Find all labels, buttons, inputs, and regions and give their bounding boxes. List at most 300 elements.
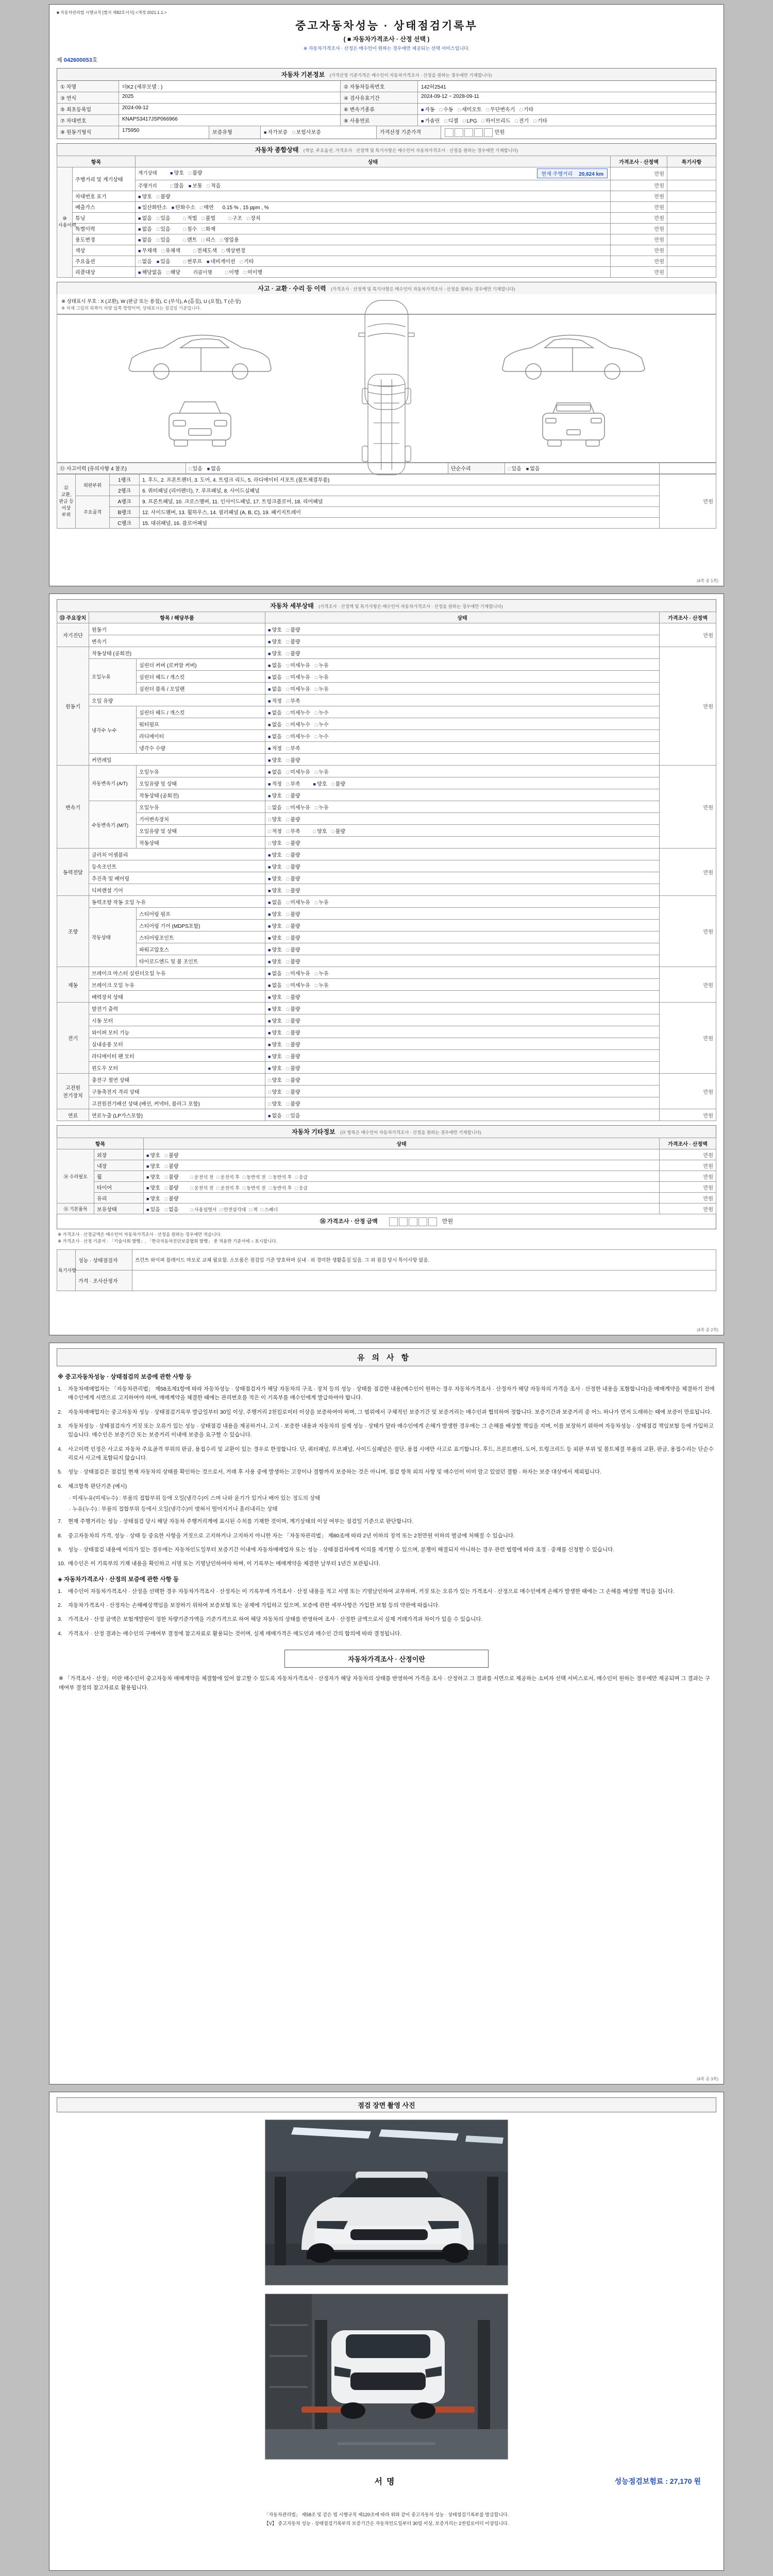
checkbox-option: ■ 없음 bbox=[268, 722, 282, 728]
price-unit-cell: 만원 bbox=[660, 474, 716, 528]
checkbox-option: □ 미세누유 bbox=[286, 971, 310, 977]
checkbox-mark: □ bbox=[314, 722, 318, 727]
notice-item-number: 4. bbox=[58, 1630, 62, 1637]
detail-item-label: 작동상태 (공회전) bbox=[89, 647, 265, 659]
section-title: 자동차 기타정보 bbox=[292, 1128, 335, 1136]
state-code-legend: ※ 상태표시 부호 : X (교환), W (판금 또는 용접), C (부식), A (흠집), U (요철), T (손상) bbox=[61, 298, 241, 304]
column-header: 상태 bbox=[136, 156, 611, 167]
checkbox-mark: ■ bbox=[146, 1163, 149, 1169]
device-label: 전기 bbox=[57, 1003, 89, 1074]
detail-item-label: 실린더 블록 / 오일팬 bbox=[137, 683, 265, 694]
notice-item-number: 6. bbox=[58, 1483, 62, 1489]
detail-state-cell bbox=[265, 908, 660, 920]
section-title: 자동차 세부상태 bbox=[270, 602, 314, 609]
checkbox-option: ■ 양호 bbox=[170, 171, 184, 177]
price-unit-cell: 만원 bbox=[660, 849, 716, 896]
checkbox-group bbox=[183, 216, 221, 222]
detail-item-label: 오일유량 및 상태 bbox=[137, 825, 265, 837]
checkbox-group bbox=[170, 171, 207, 176]
checkbox-option: □ 불량 bbox=[164, 1174, 179, 1180]
checkbox-mark: □ bbox=[286, 959, 290, 964]
checkbox-mark: ■ bbox=[268, 674, 271, 680]
detail-state-cell bbox=[265, 813, 660, 825]
checkbox-option: □ 불량 bbox=[286, 994, 300, 1001]
checkbox-option: □ 색상변경 bbox=[221, 248, 246, 255]
checkbox-mark: □ bbox=[286, 757, 290, 763]
etc-state-cell bbox=[144, 1204, 660, 1214]
checkbox-mark: □ bbox=[515, 118, 518, 124]
checkbox-group bbox=[268, 959, 305, 965]
footer-legal-line: 「자동차관리법」 제58조 및 같은 법 시행규칙 제120조에 따라 위와 같이 중고자동차 성능 · 상태점검기록부를 발급합니다. bbox=[264, 2512, 509, 2517]
checkbox-mark: □ bbox=[249, 1207, 252, 1212]
detail-row bbox=[57, 647, 716, 659]
detail-row bbox=[57, 1003, 716, 1014]
checkbox-mark: □ bbox=[183, 238, 186, 243]
checkbox-group bbox=[138, 216, 175, 222]
fuel-options bbox=[418, 115, 716, 126]
section-title: 사고 · 교환 · 수리 등 이력 bbox=[258, 284, 326, 292]
checkbox-option: ■ 양호 bbox=[268, 935, 282, 941]
checkbox-mark: □ bbox=[286, 947, 290, 953]
checkbox-group bbox=[268, 805, 333, 811]
checkbox-group bbox=[313, 829, 350, 835]
checkbox-option: ■ 양호 bbox=[268, 1054, 282, 1060]
detail-item-label: 브레이크 마스터 실린더오일 누유 bbox=[89, 967, 265, 979]
column-header: 가격조사 · 산정액 bbox=[660, 612, 716, 623]
detail-row bbox=[57, 967, 716, 979]
detail-row bbox=[57, 955, 716, 967]
etc-row bbox=[57, 1149, 716, 1160]
summary-row bbox=[57, 167, 716, 180]
detail-item-label: 시동 모터 bbox=[89, 1014, 265, 1026]
rank-row bbox=[57, 485, 716, 496]
field-label: ④ 검사유효기간 bbox=[341, 92, 418, 104]
detail-row bbox=[57, 623, 716, 635]
checkbox-mark: □ bbox=[161, 248, 164, 254]
checkbox-option: ■ 없음 bbox=[138, 227, 152, 233]
checkbox-mark: □ bbox=[268, 828, 271, 834]
detail-row bbox=[57, 1026, 716, 1038]
summary-state-cell bbox=[136, 234, 611, 245]
checkbox-mark: ■ bbox=[146, 1196, 149, 1201]
document-sheet bbox=[49, 0, 724, 2571]
rank-name: A랭크 bbox=[110, 496, 140, 506]
detail-row bbox=[57, 777, 716, 789]
checkbox-mark: ■ bbox=[268, 627, 271, 633]
checkbox-mark: □ bbox=[207, 183, 210, 189]
notice-item-text: 중고자동차의 가격, 성능 · 상태 등 중요한 사항을 거짓으로 고지하거나 고지하지 아니한 자는 「자동차관리법」 제80조에 따라 2년 이하의 징역 또는 2천만원 이하의 벌금에 처해질 수 있습니다. bbox=[68, 1532, 515, 1539]
checkbox-mark: □ bbox=[268, 1101, 271, 1107]
basic-items-side-label: ⑮ 기본품목 bbox=[57, 1204, 94, 1214]
checkbox-group bbox=[138, 205, 219, 211]
detail-item-label: 실린더 커버 (로커암 커버) bbox=[137, 659, 265, 671]
etc-row bbox=[57, 1193, 716, 1204]
price-unit-cell: 만원 bbox=[611, 266, 667, 277]
price-unit-cell: 만원 bbox=[660, 1204, 716, 1214]
checkbox-option: □ 전기 bbox=[515, 118, 529, 124]
detail-item-label: 변속기 bbox=[89, 635, 265, 647]
section-subtitle: (색상, 주요옵션, 가격조사 · 산정액 및 특기사항은 매수인이 자동차가격조사 · 산정을 원하는 경우에만 기재합니다) bbox=[303, 147, 518, 153]
footer-warranty-line: 【V】 중고자동차 성능 · 상태점검기록부의 보증기간은 자동차인도일부터 30일 이상, 보증거리는 2천킬로미터 이상입니다. bbox=[264, 2521, 509, 2527]
summary-state-cell bbox=[136, 167, 611, 180]
checkbox-option: □ 영업용 bbox=[220, 238, 239, 244]
section-subtitle: (가격조사 · 산정액 및 특기사항은 매수인이 자동차가격조사 · 산정을 원하는 경우에만 기재합니다) bbox=[318, 604, 503, 609]
summary-row bbox=[57, 234, 716, 245]
detail-row bbox=[57, 943, 716, 955]
notice-item bbox=[58, 1517, 715, 1526]
detail-state-cell bbox=[265, 931, 660, 943]
checkbox-option: □ 하이브리드 bbox=[481, 118, 511, 124]
checkbox-mark: □ bbox=[286, 1065, 290, 1071]
detail-item-label: 작동상태 bbox=[137, 837, 265, 849]
checkbox-mark: □ bbox=[286, 1089, 290, 1095]
price-unit-cell: 만원 bbox=[660, 1149, 716, 1160]
etc-state-cell bbox=[144, 1182, 660, 1193]
checkbox-mark: ■ bbox=[268, 852, 271, 858]
detail-state-cell bbox=[265, 920, 660, 931]
checkbox-group bbox=[268, 770, 333, 775]
etc-state-cell bbox=[144, 1160, 660, 1171]
checkbox-option: ■ 양호 bbox=[146, 1163, 160, 1170]
checkbox-mark: ■ bbox=[170, 171, 173, 176]
checkbox-option: □ 응급 bbox=[295, 1185, 308, 1191]
rank-name: 2랭크 bbox=[110, 485, 140, 496]
checkbox-mark: □ bbox=[439, 107, 443, 112]
checkbox-mark: □ bbox=[286, 971, 290, 976]
detail-row bbox=[57, 1086, 716, 1097]
price-unit-cell: 만원 bbox=[660, 647, 716, 766]
detail-state-cell bbox=[265, 860, 660, 872]
rank-row bbox=[57, 506, 716, 517]
detail-state-cell bbox=[265, 730, 660, 742]
price-unit-cell: 만원 bbox=[660, 766, 716, 849]
detail-state-cell bbox=[265, 623, 660, 635]
notice-item bbox=[58, 1560, 715, 1568]
detail-state-cell bbox=[265, 1026, 660, 1038]
usage-history-side-label: ⑩ 사용이력 bbox=[57, 167, 73, 277]
checkbox-mark: □ bbox=[221, 248, 225, 254]
summary-row bbox=[57, 245, 716, 256]
appraiser-label: 가격 · 조사산정자 bbox=[76, 1270, 132, 1291]
summary-state-cell bbox=[136, 223, 611, 234]
checkbox-option: □ 적법 bbox=[183, 216, 197, 222]
price-option-note: ※ 자동차가격조사 · 산정은 매수인이 원하는 경우에만 제공되는 선택 서비스입니다. bbox=[303, 46, 470, 51]
checkbox-option: □ 있음 bbox=[286, 1113, 300, 1119]
checkbox-option: □ 양호 bbox=[268, 817, 282, 823]
checkbox-mark: □ bbox=[220, 238, 223, 243]
table-row bbox=[57, 1270, 716, 1291]
detail-row bbox=[57, 884, 716, 896]
checkbox-mark: ■ bbox=[188, 183, 192, 189]
checkbox-mark: □ bbox=[286, 1030, 290, 1036]
checkbox-mark: ■ bbox=[268, 947, 271, 953]
base-price-cell bbox=[441, 126, 716, 139]
checkbox-mark: ■ bbox=[268, 651, 271, 656]
detail-item-label: 연료누출 (LP가스포함) bbox=[89, 1109, 265, 1121]
detail-row bbox=[57, 860, 716, 872]
field-label: ⑦ 차대번호 bbox=[57, 115, 119, 126]
device-label: 제동 bbox=[57, 967, 89, 1003]
detail-state-cell bbox=[265, 1003, 660, 1014]
amount-digit-box bbox=[409, 1217, 417, 1226]
checkbox-option: □ 기타 bbox=[240, 259, 254, 265]
field-label: ① 차명 bbox=[57, 81, 119, 92]
doc-number-value: 042600053 bbox=[63, 57, 92, 63]
page-marker: (4쪽 중 3쪽) bbox=[697, 2077, 718, 2081]
detail-state-cell bbox=[265, 777, 660, 789]
checkbox-group bbox=[268, 865, 305, 870]
notice-subitem: · 미세누유(미세누수) : 부품의 접합부위 등에 오일(냉각수)이 스며 나와 윤기가 있거나 배어 있는 정도의 상태 bbox=[69, 1495, 321, 1501]
car-rear-view-diagram bbox=[530, 396, 617, 453]
checkbox-option: ■ 없음 bbox=[138, 216, 152, 222]
checkbox-mark: □ bbox=[188, 171, 192, 176]
checkbox-option: ■ 없음 bbox=[268, 734, 282, 740]
checkbox-mark: □ bbox=[314, 663, 318, 668]
checkbox-group bbox=[146, 1164, 183, 1170]
checkbox-mark: □ bbox=[286, 734, 290, 739]
summary-row bbox=[57, 201, 716, 212]
checkbox-option: □ 운전석 전 bbox=[190, 1174, 214, 1180]
checkbox-option: □ 불량 bbox=[286, 1030, 300, 1036]
checkbox-mark: □ bbox=[156, 194, 160, 200]
etc-item-label: 보유상태 bbox=[94, 1204, 144, 1214]
checkbox-option: ■ 양호 bbox=[268, 1065, 282, 1072]
checkbox-option: □ 잭 bbox=[249, 1207, 258, 1212]
checkbox-group bbox=[193, 248, 250, 254]
detail-state-cell bbox=[265, 706, 660, 718]
checkbox-group bbox=[268, 758, 305, 764]
checkbox-mark: □ bbox=[260, 1207, 263, 1212]
price-note-line: ※ 가격조사 · 산정금액은 매수인이 자동차가격조사 · 산정을 원하는 경우에만 적습니다. bbox=[58, 1231, 222, 1237]
subgroup-label: 오일누유 bbox=[89, 659, 137, 694]
price-note-line: ※ 가격조사 · 산정 기준서 : 「기술사회 발행」, 「한국자동차진단보증협회 발행」 중 적용한 기준서에 ○ 표시합니다. bbox=[58, 1239, 277, 1244]
checkbox-option: □ 불량 bbox=[286, 840, 300, 846]
checkbox-mark: ■ bbox=[138, 216, 141, 222]
panel-photos-signature bbox=[49, 2092, 724, 2571]
footer-lines bbox=[57, 2511, 716, 2528]
checkbox-option: □ 없음 bbox=[164, 1207, 179, 1213]
checkbox-option: □ 불량 bbox=[286, 1042, 300, 1048]
rank-parts-list: 15. 대쉬패널, 16. 플로어패널 bbox=[140, 517, 660, 528]
checkbox-group bbox=[268, 1090, 305, 1095]
detail-row bbox=[57, 789, 716, 801]
checkbox-option: □ 침수 bbox=[183, 227, 197, 233]
price-unit-cell: 만원 bbox=[611, 212, 667, 223]
current-mileage-value: 20,624 km bbox=[579, 172, 603, 178]
amount-digit-box bbox=[474, 128, 483, 137]
checkbox-option: □ 부족 bbox=[286, 828, 300, 835]
price-unit-cell: 만원 bbox=[611, 234, 667, 245]
etc-item-label: 내장 bbox=[94, 1160, 144, 1171]
checkbox-group bbox=[183, 259, 259, 265]
detail-row bbox=[57, 920, 716, 931]
checkbox-mark: ■ bbox=[268, 971, 271, 976]
notice-subitem: · 누유(누수) : 부품의 접합부위 등에서 오일(냉각수)이 맺혀서 떨어지거나 흘러내리는 상태 bbox=[69, 1505, 278, 1512]
summary-row bbox=[57, 191, 716, 201]
checkbox-mark: □ bbox=[286, 900, 290, 905]
checkbox-option: ■ 양호 bbox=[268, 627, 282, 633]
checkbox-group bbox=[146, 1153, 183, 1159]
checkbox-mark: □ bbox=[286, 923, 290, 929]
detail-item-label: 커먼레일 bbox=[89, 754, 265, 766]
checkbox-mark: ■ bbox=[268, 1054, 271, 1059]
summary-item-label: 튜닝 bbox=[73, 212, 136, 223]
checkbox-option: ■ 없음 bbox=[268, 686, 282, 692]
notice-item-text: 성능 · 상태점검 내용에 이의가 있는 경우에는 자동차인도일부터 보증기간 이내에 자동차매매업자 또는 성능 · 상태점검자에게 이의를 제기할 수 있으며, 분쟁이 해결되지 아니하는 경우 관련 법령에 따라 조정 · 중재를 신청할 수 있습니다. bbox=[68, 1547, 615, 1553]
checkbox-option: ■ 네비게이션 bbox=[206, 259, 236, 265]
note-cell bbox=[667, 201, 716, 212]
panel-rank-table bbox=[57, 474, 716, 529]
checkbox-mark: □ bbox=[164, 1196, 168, 1201]
checkbox-option: □ 불량 bbox=[286, 1018, 300, 1024]
checkbox-option: ■ 양호 bbox=[268, 1006, 282, 1012]
detail-row bbox=[57, 742, 716, 754]
detail-item-label: 워터펌프 bbox=[137, 718, 265, 730]
checkbox-option: □ 무단변속기 bbox=[486, 107, 515, 113]
checkbox-mark: ■ bbox=[268, 864, 271, 870]
checkbox-option: □ 적정 bbox=[268, 828, 282, 835]
rank-parts-list: 9. 프론트패널, 10. 크로스멤버, 11. 인사이드패널, 17. 트렁크플로어, 18. 리어패널 bbox=[140, 496, 660, 506]
checkbox-option: ■ 있음 bbox=[146, 1207, 160, 1213]
note-cell bbox=[667, 234, 716, 245]
field-label: ⑤ 최초등록일 bbox=[57, 104, 119, 115]
device-label: 자기진단 bbox=[57, 623, 89, 647]
checkbox-option: □ 누유 bbox=[314, 686, 329, 692]
checkbox-option: □ 미세누유 bbox=[286, 769, 310, 775]
amount-digit-box bbox=[428, 1217, 437, 1226]
price-unit-cell: 만원 bbox=[611, 245, 667, 256]
summary-item-label: 배출가스 bbox=[73, 201, 136, 212]
detail-item-label: 스티어링조인트 bbox=[137, 931, 265, 943]
column-header: 상태 bbox=[144, 1138, 660, 1149]
checkbox-option: □ 불량 bbox=[286, 639, 300, 645]
checkbox-option: ■ 적정 bbox=[268, 698, 282, 704]
field-label: ⑨ 원동기형식 bbox=[57, 126, 119, 139]
checkbox-mark: ■ bbox=[268, 982, 271, 988]
column-header: 가격조사 · 산정액 bbox=[611, 156, 667, 167]
price-unit-cell: 만원 bbox=[660, 1171, 716, 1182]
checkbox-mark: □ bbox=[286, 864, 290, 870]
checkbox-mark: □ bbox=[314, 734, 318, 739]
price-unit-cell: 만원 bbox=[660, 1160, 716, 1171]
checkbox-mark: □ bbox=[286, 639, 290, 645]
checkbox-option: ■ 없음 bbox=[268, 900, 282, 906]
model-year-value: 2025 bbox=[119, 92, 341, 104]
checkbox-mark: □ bbox=[243, 270, 247, 276]
checkbox-option: □ 불량 bbox=[331, 781, 346, 787]
notice-item bbox=[58, 1601, 715, 1610]
checkbox-mark: □ bbox=[268, 1174, 272, 1180]
detail-item-label: 클러치 어셈블리 bbox=[89, 849, 265, 860]
checkbox-mark: ■ bbox=[268, 994, 271, 1000]
checkbox-option: ■ 양호 bbox=[268, 1030, 282, 1036]
note-cell bbox=[667, 167, 716, 180]
checkbox-group bbox=[268, 639, 305, 645]
detail-row bbox=[57, 671, 716, 683]
checkbox-group bbox=[138, 259, 175, 265]
checkbox-option: ■ 자동 bbox=[421, 107, 435, 113]
checkbox-option: □ 불량 bbox=[156, 194, 171, 200]
summary-state-cell bbox=[136, 180, 611, 191]
basic-info-table bbox=[57, 80, 716, 139]
device-label: 조향 bbox=[57, 896, 89, 967]
price-definition-box-title: 자동차가격조사 · 산정이란 bbox=[284, 1650, 489, 1668]
signature-row bbox=[72, 2475, 701, 2487]
checkbox-mark: □ bbox=[286, 722, 290, 727]
detail-row bbox=[57, 979, 716, 991]
checkbox-mark: □ bbox=[164, 1174, 168, 1180]
detail-row bbox=[57, 1038, 716, 1050]
checkbox-mark: ■ bbox=[146, 1153, 149, 1158]
premium-value: 27,170 원 bbox=[669, 2477, 701, 2485]
price-definition-text: ※ 「가격조사 · 산정」이란 매수인이 중고자동차 매매계약을 체결함에 있어 참고할 수 있도록 자동차가격조사 · 산정자가 해당 자동차의 상태를 반영하여 가격을 조사 · 산정하고 그 결과를 서면으로 제공하는 소비자 선택 서비스로서, 매수인이 원하는 경우에만 제공되며 그 결과는 구매여부 결정의 참고자료로 활용됩니다. bbox=[59, 1675, 710, 1691]
detail-item-label: 배력장치 상태 bbox=[89, 991, 265, 1003]
checkbox-option: ■ 양호 bbox=[268, 876, 282, 882]
detail-state-cell bbox=[265, 754, 660, 766]
detail-state-cell bbox=[265, 766, 660, 777]
checkbox-group bbox=[268, 1101, 305, 1107]
checkbox-option: □ 매연 bbox=[199, 205, 214, 211]
price-unit-cell: 만원 bbox=[660, 967, 716, 1003]
checkbox-mark: □ bbox=[268, 805, 271, 810]
checkbox-mark: □ bbox=[286, 911, 290, 917]
checkbox-mark: ■ bbox=[146, 1185, 149, 1191]
checkbox-mark: □ bbox=[314, 971, 318, 976]
subgroup-label: 자동변속기 (A/T) bbox=[89, 766, 137, 801]
checkbox-mark: □ bbox=[164, 1185, 168, 1191]
detail-state-cell bbox=[265, 1062, 660, 1074]
checkbox-option: ■ 양호 bbox=[138, 194, 152, 200]
checkbox-group bbox=[138, 238, 175, 243]
notice-item-number: 3. bbox=[58, 1422, 62, 1429]
detail-row bbox=[57, 706, 716, 718]
checkbox-option: □ 썬루프 bbox=[183, 259, 202, 265]
price-unit-cell: 만원 bbox=[611, 201, 667, 212]
notice-item bbox=[58, 1482, 715, 1491]
car-side-left-diagram bbox=[123, 326, 277, 384]
detail-state-cell bbox=[265, 789, 660, 801]
checkbox-option: □ 불량 bbox=[164, 1163, 179, 1170]
detail-row bbox=[57, 813, 716, 825]
notice-title: 유의사항 bbox=[57, 1348, 716, 1366]
checkbox-mark: ■ bbox=[138, 227, 141, 232]
checkbox-option: □ 누유 bbox=[314, 805, 329, 811]
checkbox-mark: □ bbox=[286, 769, 290, 775]
checkbox-mark: □ bbox=[138, 259, 141, 265]
notice-item-number: 3. bbox=[58, 1616, 62, 1623]
price-option-label: ( ■ 자동차가격조사 · 산정 선택 ) bbox=[343, 36, 430, 43]
detail-state-cell bbox=[265, 671, 660, 683]
checkbox-mark: ■ bbox=[264, 130, 267, 135]
car-name-value: 더K2 (세부모델 : ) bbox=[119, 81, 341, 92]
detail-row bbox=[57, 908, 716, 920]
subgroup-label: 작동상태 bbox=[89, 908, 137, 967]
summary-item-label: 주행거리 및 계기상태 bbox=[73, 167, 136, 191]
checkbox-group bbox=[268, 675, 333, 681]
checkbox-mark: ■ bbox=[171, 205, 175, 211]
checkbox-option: ■ 없음 bbox=[268, 982, 282, 989]
checkbox-group bbox=[268, 971, 333, 977]
checkbox-option: ■ 양호 bbox=[268, 888, 282, 894]
checkbox-mark: ■ bbox=[138, 238, 141, 243]
car-side-right-diagram bbox=[496, 326, 651, 384]
checkbox-group bbox=[268, 628, 305, 633]
checkbox-option: □ 불량 bbox=[286, 793, 300, 799]
price-unit-cell: 만원 bbox=[660, 1193, 716, 1204]
summary-item-label: 색상 bbox=[73, 245, 136, 256]
checkbox-group bbox=[268, 1054, 305, 1060]
final-price-row bbox=[57, 1214, 716, 1229]
